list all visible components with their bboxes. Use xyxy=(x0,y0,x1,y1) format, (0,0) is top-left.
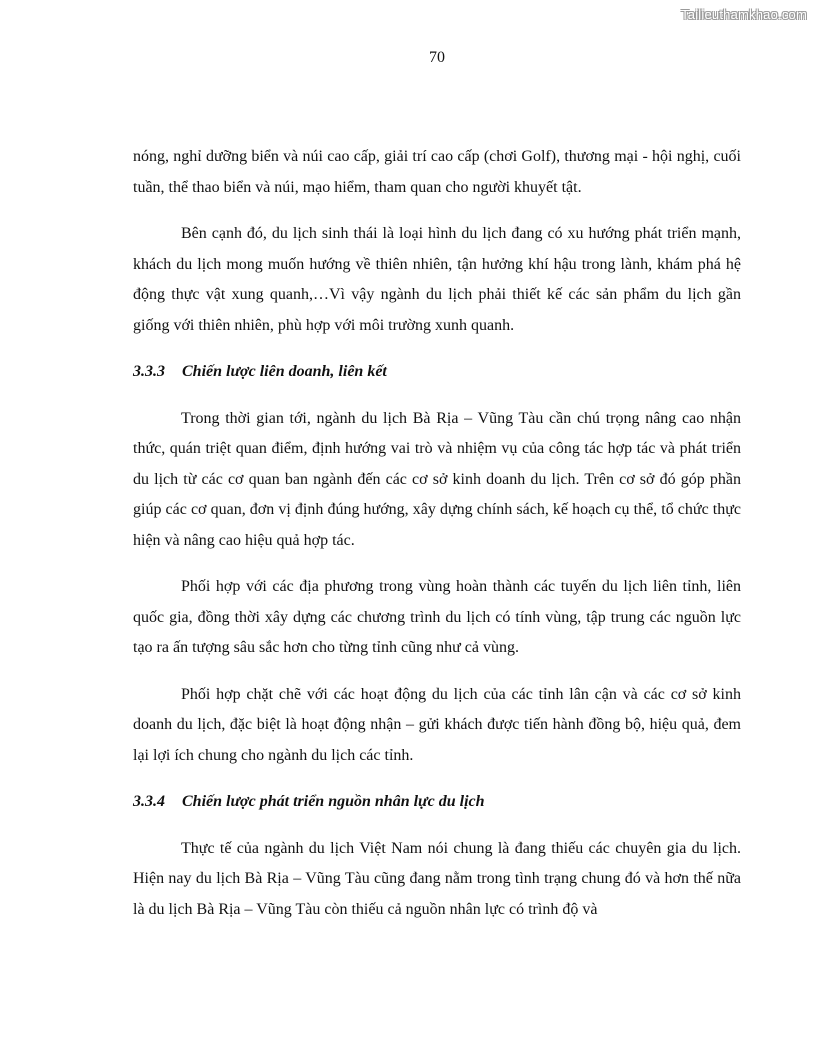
paragraph: Phối hợp với các địa phương trong vùng hoàn thành các tuyến du lịch liên tỉnh, liên quốc gia, đồng thời xây dựng các chương trình du lịch có tính vùng, tập trung các nguồn lực tạo ra ấn tượng sâu sắc hơn cho từng tỉnh cũng như cả vùng. xyxy=(133,578,741,656)
section-heading-3-3-3 xyxy=(133,357,741,388)
section-heading-3-3-4 xyxy=(133,787,741,818)
section-number: 3.3.4 xyxy=(133,793,165,810)
page-number: 70 xyxy=(429,49,445,66)
section-number: 3.3.3 xyxy=(133,363,165,380)
paragraph: nóng, nghỉ dưỡng biển và núi cao cấp, giải trí cao cấp (chơi Golf), thương mại - hội nghị, cuối tuần, thể thao biển và núi, mạo hiểm, tham quan cho người khuyết tật. xyxy=(133,148,741,196)
watermark: Tailieuthamkhao.com xyxy=(681,7,807,22)
paragraph: Trong thời gian tới, ngành du lịch Bà Rịa – Vũng Tàu cần chú trọng nâng cao nhận thức, quán triệt quan điểm, định hướng vai trò và nhiệm vụ của công tác hợp tác và phát triển du lịch từ các cơ quan ban ngành đến các cơ sở kinh doanh du lịch. Trên cơ sở đó góp phần giúp các cơ quan, đơn vị định đúng hướng, xây dựng chính sách, kế hoạch cụ thể, tổ chức thực hiện và nâng cao hiệu quả hợp tác. xyxy=(133,409,741,549)
paragraph: Phối hợp chặt chẽ với các hoạt động du lịch của các tỉnh lân cận và các cơ sở kinh doanh du lịch, đặc biệt là hoạt động nhận – gửi khách được tiến hành đồng bộ, hiệu quả, đem lại lợi ích chung cho ngành du lịch các tỉnh. xyxy=(133,685,741,764)
page-body xyxy=(133,142,741,925)
section-title: Chiến lược liên doanh, liên kết xyxy=(182,363,387,380)
section-title: Chiến lược phát triển nguồn nhân lực du lịch xyxy=(182,793,485,810)
paragraph: Bên cạnh đó, du lịch sinh thái là loại hình du lịch đang có xu hướng phát triển mạnh, khách du lịch mong muốn hướng về thiên nhiên, tận hưởng khí hậu trong lành, khám phá hệ động thực vật xung quanh,…Vì vậy ngành du lịch phải thiết kế các sản phẩm du lịch gần giống với thiên nhiên, phù hợp với môi trường xunh quanh. xyxy=(133,225,741,334)
paragraph: Thực tế của ngành du lịch Việt Nam nói chung là đang thiếu các chuyên gia du lịch. Hiện nay du lịch Bà Rịa – Vũng Tàu cũng đang nằm trong tình trạng chung đó và hơn thế nữa là du lịch Bà Rịa – Vũng Tàu còn thiếu cả nguồn nhân lực có trình độ và xyxy=(133,839,741,918)
